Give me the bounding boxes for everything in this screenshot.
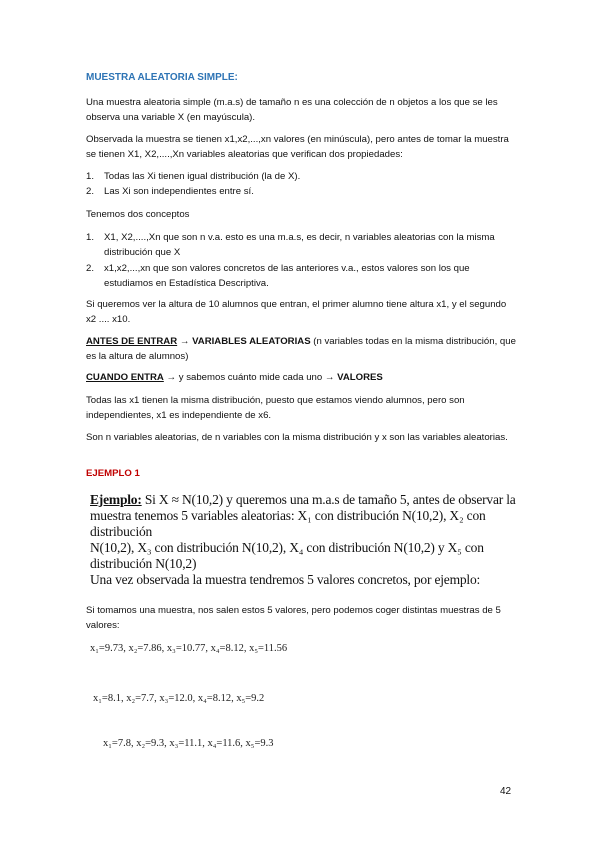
paragraph-independientes: Todas las x1 tienen la misma distribución, puesto que estamos viendo alumnos, pero son independientes, x1 es independiente de x6. <box>86 395 465 421</box>
scanned-example <box>90 492 520 588</box>
paragraph-definition: Una muestra aleatoria simple (m.a.s) de tamaño n es una colección de n objetos a los que se les observa una variable X (en mayúscula). <box>86 97 498 123</box>
list-item: 2. x1,x2,...,xn que son valores concretos de las anteriores v.a., estos valores son los que estudiamos en Estadística Descriptiva. <box>86 263 470 289</box>
paragraph-conceptos: Tenemos dos conceptos <box>86 209 190 220</box>
scan-line: distribución N(10,2) <box>90 556 197 571</box>
page-number: 42 <box>500 786 512 797</box>
scan-line: Ejemplo: Si X ≈ N(10,2) y queremos una m.a.s de tamaño 5, antes de observar la <box>90 492 516 507</box>
sample-values: x₁=8.1, x₂=7.7, x₃=12.0, x₄=8.12, x₅=9.2 <box>93 693 265 704</box>
list-item: 1. Todas las Xi tienen igual distribución (la de X). <box>86 171 301 182</box>
sample-values: x₁=9.73, x₂=7.86, x₃=10.77, x₄=8.12, x₅=11.56 <box>90 643 288 654</box>
paragraph-altura: Si queremos ver la altura de 10 alumnos que entran, el primer alumno tiene altura x1, y el segundo x2 .... x10. <box>86 299 507 325</box>
paragraph-antes-de-entrar: ANTES DE ENTRAR → VARIABLES ALEATORIAS (n variables todas en la misma distribución, que es la altura de alumnos) <box>86 336 516 362</box>
example-heading: EJEMPLO 1 <box>86 468 140 479</box>
paragraph-n-variables: Son n variables aleatorias, de n variables con la misma distribución y x son las variables aleatorias. <box>86 432 508 443</box>
paragraph-muestras: Si tomamos una muestra, nos salen estos 5 valores, pero podemos coger distintas muestras de 5 valores: <box>86 605 501 631</box>
paragraph-cuando-entra: CUANDO ENTRA → y sabemos cuánto mide cada uno → VALORES <box>86 372 383 383</box>
scan-line: Una vez observada la muestra tendremos 5 valores concretos, por ejemplo: <box>90 572 481 587</box>
sample-values: x₁=7.8, x₂=9.3, x₃=11.1, x₄=11.6, x₅=9.3 <box>103 738 274 749</box>
scan-line: muestra tenemos 5 variables aleatorias: X₁ con distribución N(10,2), X₂ con distribución <box>90 508 486 539</box>
scan-line: N(10,2), X₃ con distribución N(10,2), X₄ con distribución N(10,2) y X₅ con <box>90 540 484 555</box>
list-item: 1. X1, X2,....,Xn que son n v.a. esto es una m.a.s, es decir, n variables aleatorias con la misma distribución que X <box>86 232 495 258</box>
section-title: MUESTRA ALEATORIA SIMPLE: <box>86 72 238 83</box>
list-item: 2. Las Xi son independientes entre sí. <box>86 186 254 197</box>
paragraph-observada: Observada la muestra se tienen x1,x2,...,xn valores (en minúscula), pero antes de tomar la muestra se tienen X1, X2,....,Xn variables aleatorias que verifican dos propiedades: <box>86 134 509 160</box>
